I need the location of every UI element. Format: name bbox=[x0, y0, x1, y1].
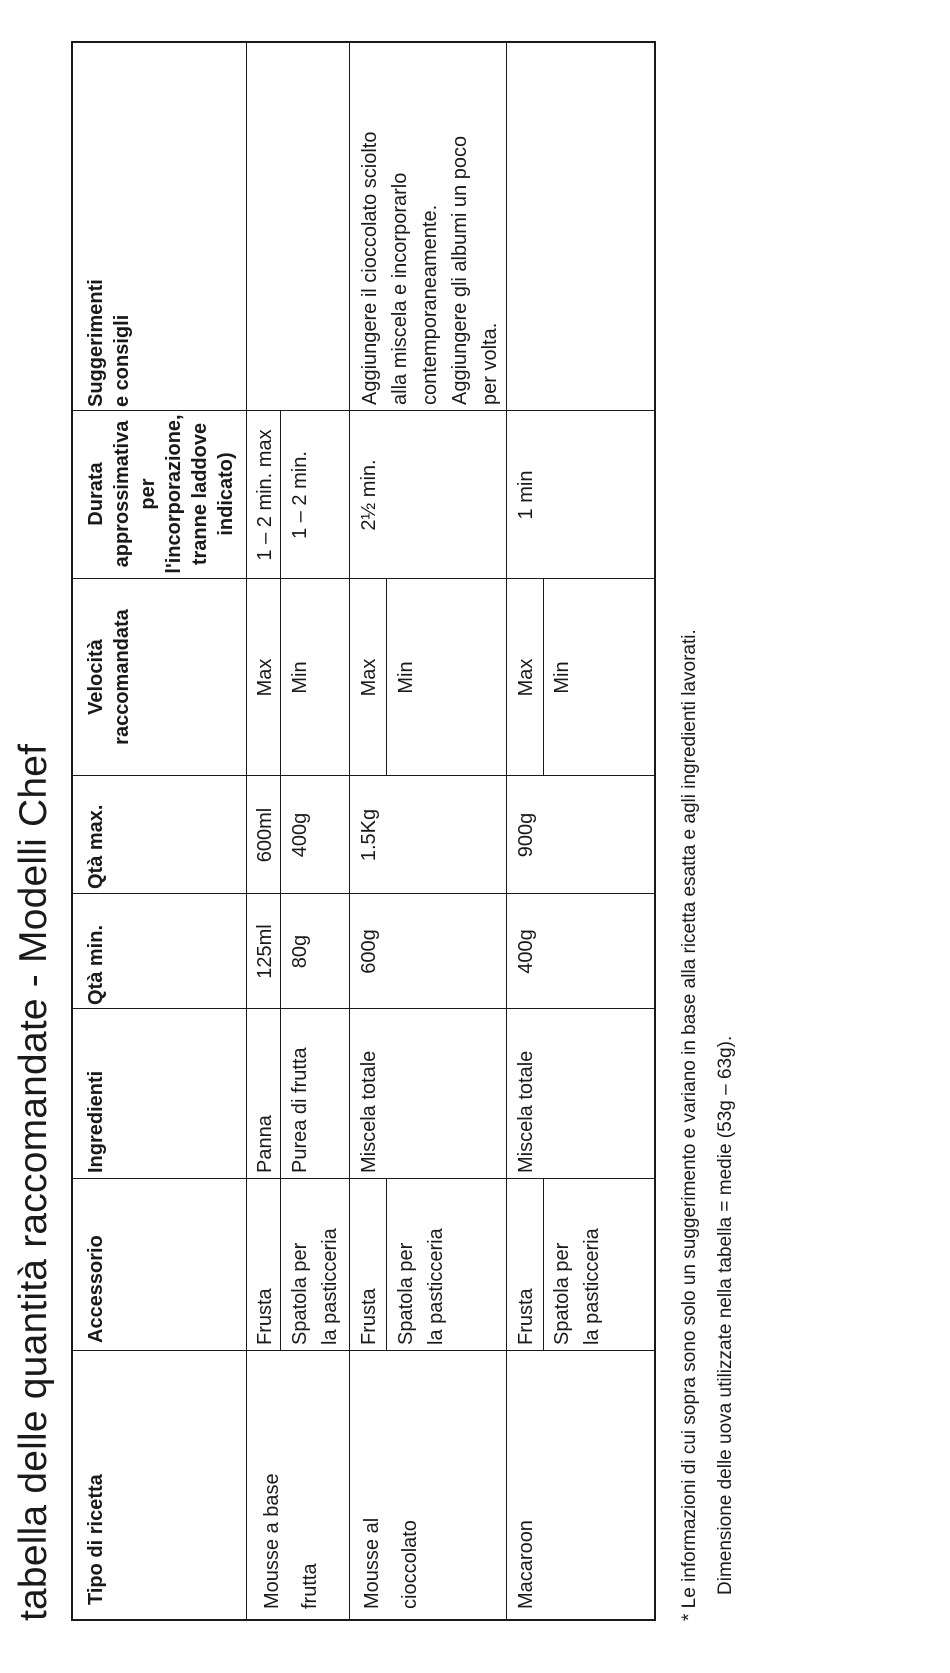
row2-tipo: Mousse al cioccolato bbox=[361, 1517, 421, 1609]
footnote-line-2: Dimensione delle uova utilizzate nella tabella = medie (53g – 63g). bbox=[715, 1035, 736, 1595]
row-divider bbox=[506, 43, 507, 1619]
row2-durata: 2½ min. bbox=[358, 459, 380, 531]
row1a-ingredienti: Panna bbox=[254, 1115, 276, 1173]
row3-accessorio-frusta: Frusta bbox=[515, 1288, 537, 1345]
row3-tipo: Macaroon bbox=[515, 1520, 537, 1609]
col-divider bbox=[73, 1350, 654, 1351]
row2-velocita-min: Min bbox=[395, 661, 417, 694]
row2-velocita-max: Max bbox=[358, 658, 380, 697]
row1a-qta-max: 600ml bbox=[254, 807, 276, 863]
header-velocita: Velocità raccomandata bbox=[85, 609, 133, 745]
row1b-qta-min: 80g bbox=[289, 934, 311, 969]
row2-velocita-divider bbox=[386, 579, 387, 776]
row3-velocita-max: Max bbox=[515, 658, 537, 697]
row1a-velocita: Max bbox=[254, 658, 276, 697]
row3-velocita-min: Min bbox=[551, 661, 573, 694]
row3-accessorio-spatola: Spatola per la pasticceria bbox=[551, 1228, 603, 1345]
row2-accessorio-spatola: Spatola per la pasticceria bbox=[395, 1228, 447, 1345]
row2-accessorio-frusta: Frusta bbox=[358, 1288, 380, 1345]
row2-qta-max: 1.5Kg bbox=[358, 808, 380, 862]
col-divider bbox=[73, 1178, 654, 1179]
header-qta-min: Qtà min. bbox=[85, 924, 107, 1005]
row-divider bbox=[246, 43, 247, 1619]
row3-qta-max: 900g bbox=[515, 812, 537, 858]
row1b-qta-max: 400g bbox=[289, 812, 311, 858]
header-durata: Durata approssimativa per l'incorporazione, tranne laddove indicato) bbox=[85, 414, 237, 574]
row-divider bbox=[349, 43, 350, 1619]
row2-accessorio-divider bbox=[386, 1179, 387, 1351]
row1b-velocita: Min bbox=[289, 661, 311, 694]
header-tipo: Tipo di ricetta bbox=[85, 1474, 107, 1605]
row1-tipo: Mousse a base frutta bbox=[261, 1473, 321, 1609]
row1a-qta-min: 125ml bbox=[254, 924, 276, 979]
header-qta-max: Qtà max. bbox=[85, 804, 107, 889]
row2-ingredienti: Miscela totale bbox=[358, 1050, 380, 1173]
footnote-line-1: * Le informazioni di cui sopra sono solo un suggerimento e variano in base alla ricetta esatta e agli ingredienti lavorati. bbox=[679, 629, 700, 1621]
header-suggerimenti: Suggerimenti e consigli bbox=[85, 279, 133, 407]
row1b-durata: 1 – 2 min. bbox=[289, 451, 311, 539]
row1b-accessorio: Spatola per la pasticceria bbox=[289, 1228, 341, 1345]
row1a-accessorio: Frusta bbox=[254, 1288, 276, 1345]
row3-accessorio-divider bbox=[543, 1179, 544, 1351]
page-title: tabella delle quantità raccomandate - Modelli Chef bbox=[12, 743, 55, 1621]
row2-suggerimenti: Aggiungere il cioccolato sciolto alla miscela e incorporarlo contemporaneamente. Aggiungere gli albumi un poco per volta. bbox=[359, 131, 501, 405]
row3-ingredienti: Miscela totale bbox=[515, 1050, 537, 1173]
row1-subdivider bbox=[280, 411, 281, 1351]
quantity-table bbox=[71, 41, 656, 1621]
header-ingredienti: Ingredienti bbox=[85, 1070, 107, 1173]
row1b-ingredienti: Purea di frutta bbox=[289, 1047, 311, 1173]
row1a-durata: 1 – 2 min. max bbox=[254, 429, 276, 561]
row3-qta-min: 400g bbox=[515, 929, 537, 974]
row3-velocita-divider bbox=[543, 579, 544, 776]
header-accessorio: Accessorio bbox=[85, 1235, 107, 1343]
row2-qta-min: 600g bbox=[358, 929, 380, 974]
row3-durata: 1 min bbox=[515, 470, 537, 520]
footnote bbox=[672, 629, 744, 1621]
